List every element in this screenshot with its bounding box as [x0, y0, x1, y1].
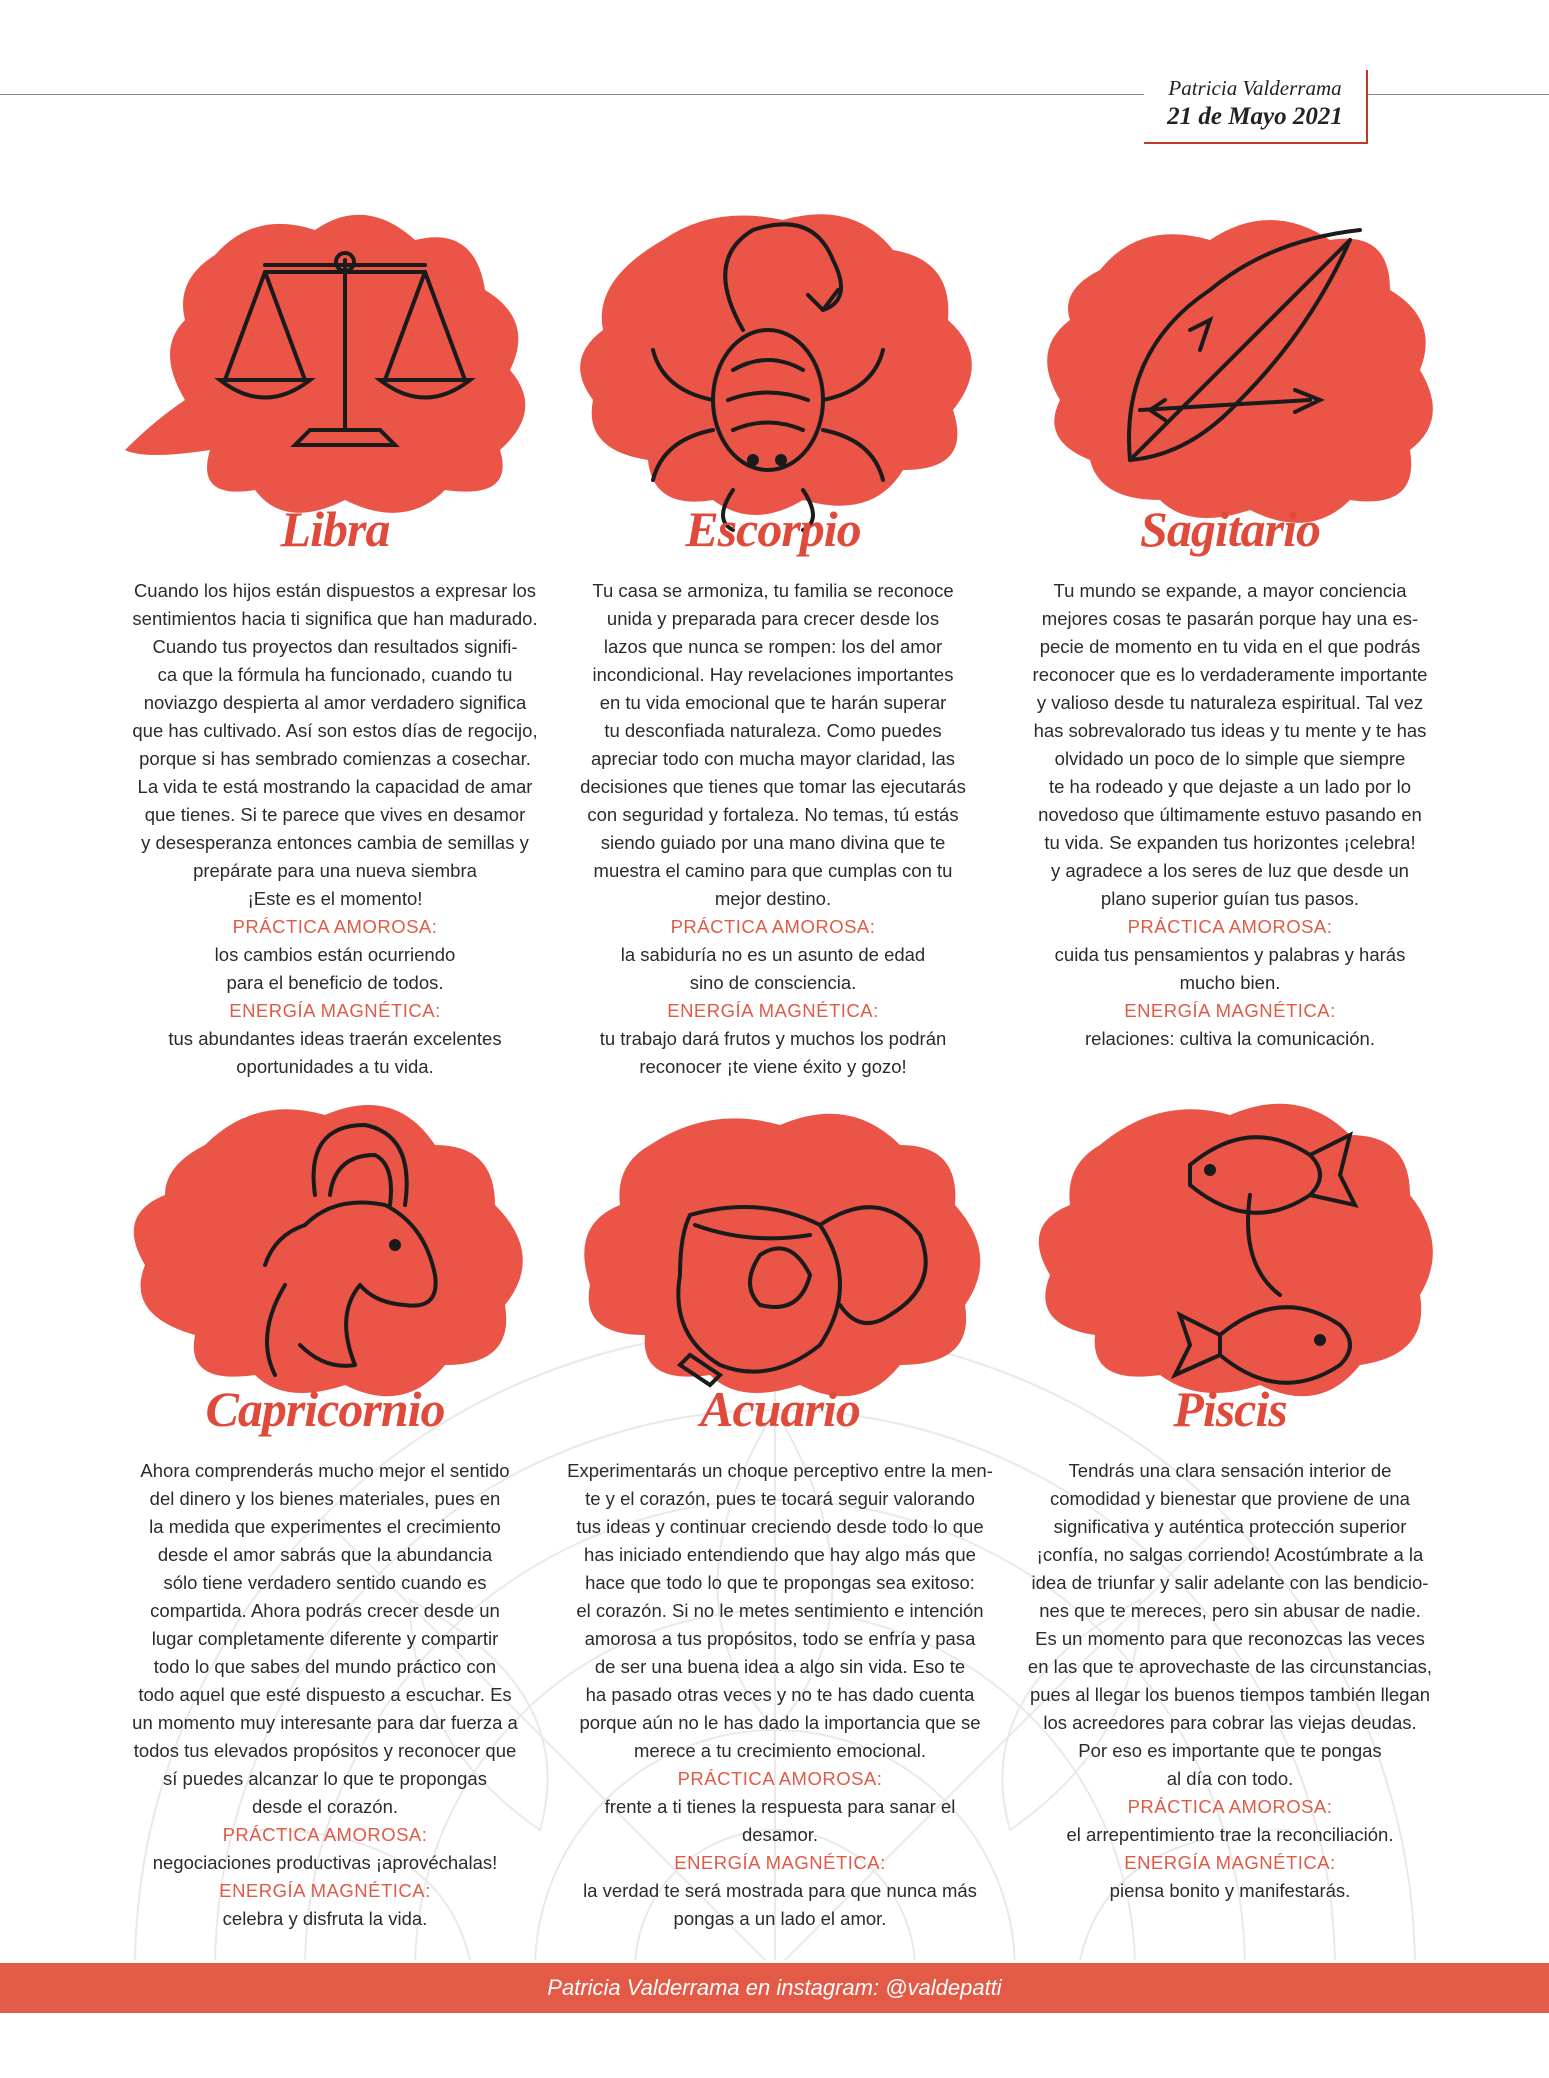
text-line: frente a ti tienes la respuesta para sanar el — [604, 1796, 956, 1817]
text-line: Ahora comprenderás mucho mejor el sentido — [140, 1460, 510, 1481]
text-line: relaciones: cultiva la comunicación. — [1085, 1028, 1375, 1049]
magnetic-energy-label: ENERGÍA MAGNÉTICA: — [219, 1880, 431, 1901]
text-line: idea de triunfar y salir adelante con las bendicio- — [1031, 1572, 1429, 1593]
text-line: siendo guiado por una mano divina que te — [600, 832, 946, 853]
text-line: de ser una buena idea a algo sin vida. Eso te — [594, 1656, 966, 1677]
sign-description — [560, 1457, 1000, 1933]
text-line: tu vida. Se expanden tus horizontes ¡celebra! — [1044, 832, 1416, 853]
text-line: reconocer ¡te viene éxito y gozo! — [639, 1056, 907, 1077]
text-line: Es un momento para que reconozcas las veces — [1035, 1628, 1425, 1649]
header-author: Patricia Valderrama — [1168, 76, 1342, 100]
text-line: comodidad y bienestar que proviene de una — [1050, 1488, 1410, 1509]
text-line: compartida. Ahora podrás crecer desde un — [150, 1600, 500, 1621]
red-splash — [1047, 220, 1433, 523]
text-line: mejores cosas te pasarán porque hay una es- — [1041, 608, 1419, 629]
sign-description — [115, 577, 555, 1081]
text-line: pongas a un lado el amor. — [673, 1908, 887, 1929]
sign-name: Capricornio — [205, 1381, 445, 1437]
love-practice-label: PRÁCTICA AMOROSA: — [232, 916, 438, 937]
sign-description — [1010, 577, 1450, 1053]
magnetic-energy-label: ENERGÍA MAGNÉTICA: — [1124, 1852, 1336, 1873]
header-date: 21 de Mayo 2021 — [1167, 103, 1343, 130]
sign-description — [1010, 1457, 1450, 1905]
piscis-art — [1010, 1085, 1450, 1425]
text-line: lazos que nunca se rompen: los del amor — [603, 636, 943, 657]
text-line: la sabiduría no es un asunto de edad — [620, 944, 926, 965]
text-line: significativa y auténtica protección superior — [1053, 1516, 1407, 1537]
red-splash — [1039, 1104, 1433, 1397]
text-line: ¡Este es el momento! — [247, 888, 423, 909]
text-line: nes que te mereces, pero sin abusar de nadie. — [1039, 1600, 1421, 1621]
text-line: hace que todo lo que te propongas sea exitoso: — [585, 1572, 975, 1593]
text-line: decisiones que tienes que tomar las ejecutarás — [580, 776, 966, 797]
text-line: en las que te aprovechaste de las circunstancias, — [1027, 1656, 1433, 1677]
red-splash — [584, 1114, 980, 1397]
text-line: los acreedores para cobrar las viejas deudas. — [1043, 1712, 1417, 1733]
sign-name: Libra — [280, 501, 390, 557]
acuario-art — [560, 1085, 1000, 1425]
text-line: del dinero y los bienes materiales, pues en — [149, 1488, 501, 1509]
sign-description — [553, 577, 993, 1081]
text-line: ha pasado otras veces y no te has dado cuenta — [585, 1684, 975, 1705]
text-line: desde el corazón. — [251, 1796, 399, 1817]
magnetic-energy-label: ENERGÍA MAGNÉTICA: — [667, 1000, 879, 1021]
text-line: Cuando los hijos están dispuestos a expresar los — [133, 580, 537, 601]
text-line: mucho bien. — [1179, 972, 1281, 993]
text-line: que has cultivado. Así son estos días de regocijo, — [132, 720, 538, 741]
libra-art — [115, 200, 555, 540]
text-line: tus ideas y continuar creciendo desde todo lo que — [576, 1516, 984, 1537]
text-line: sino de consciencia. — [689, 972, 857, 993]
sign-name: Escorpio — [685, 501, 861, 557]
text-line: noviazgo despierta al amor verdadero significa — [143, 692, 527, 713]
text-line: y desesperanza entonces cambia de semillas y — [141, 832, 529, 853]
text-line: sí puedes alcanzar lo que te propongas — [163, 1768, 487, 1789]
text-line: te y el corazón, pues te tocará seguir valorando — [585, 1488, 975, 1509]
text-line: la medida que experimentes el crecimiento — [149, 1516, 501, 1537]
capricornio-art — [105, 1085, 545, 1425]
text-line: has iniciado entendiendo que hay algo más que — [584, 1544, 976, 1565]
sagitario-art — [1010, 200, 1450, 540]
text-line: y valioso desde tu naturaleza espiritual. Tal vez — [1036, 692, 1424, 713]
text-line: Experimentarás un choque perceptivo entre la men- — [567, 1460, 993, 1481]
text-line: celebra y disfruta la vida. — [222, 1908, 428, 1929]
text-line: el arrepentimiento trae la reconciliación. — [1066, 1824, 1394, 1845]
text-line: los cambios están ocurriendo — [214, 944, 456, 965]
text-line: pues al llegar los buenos tiempos también llegan — [1029, 1684, 1431, 1705]
red-splash — [134, 1105, 523, 1396]
text-line: cuida tus pensamientos y palabras y harás — [1054, 944, 1406, 965]
text-line: incondicional. Hay revelaciones importantes — [592, 664, 954, 685]
text-line: sentimientos hacia ti significa que han madurado. — [132, 608, 538, 629]
text-line: todo aquel que esté dispuesto a escuchar. Es — [138, 1684, 512, 1705]
text-line: Cuando tus proyectos dan resultados signifi- — [152, 636, 518, 657]
sign-name: Acuario — [700, 1381, 860, 1437]
text-line: al día con todo. — [1166, 1768, 1294, 1789]
text-line: merece a tu crecimiento emocional. — [633, 1740, 927, 1761]
text-line: un momento muy interesante para dar fuerza a — [132, 1712, 518, 1733]
text-line: Tu mundo se expande, a mayor conciencia — [1053, 580, 1407, 601]
text-line: Tendrás una clara sensación interior de — [1068, 1460, 1392, 1481]
text-line: muestra el camino para que cumplas con tu — [593, 860, 953, 881]
text-line: el corazón. Si no le metes sentimiento e intención — [576, 1600, 984, 1621]
text-line: olvidado un poco de lo simple que siempre — [1054, 748, 1406, 769]
sign-description — [105, 1457, 545, 1933]
text-line: y agradece a los seres de luz que desde un — [1051, 860, 1409, 881]
text-line: ¡confía, no salgas corriendo! Acostúmbrate a la — [1036, 1544, 1424, 1565]
text-line: piensa bonito y manifestarás. — [1109, 1880, 1351, 1901]
text-line: Por eso es importante que te pongas — [1078, 1740, 1382, 1761]
footer-instagram-text[interactable]: Patricia Valderrama en instagram: @valdepatti — [547, 1975, 1002, 2000]
text-line: novedoso que últimamente estuvo pasando en — [1038, 804, 1422, 825]
text-line: todos tus elevados propósitos y reconocer que — [133, 1740, 517, 1761]
text-line: plano superior guían tus pasos. — [1100, 888, 1360, 909]
text-line: para el beneficio de todos. — [226, 972, 444, 993]
text-line: porque si has sembrado comienzas a cosechar. — [139, 748, 531, 769]
text-line: Tu casa se armoniza, tu familia se reconoce — [592, 580, 954, 601]
text-line: en tu vida emocional que te harán superar — [599, 692, 947, 713]
love-practice-label: PRÁCTICA AMOROSA: — [1127, 916, 1333, 937]
text-line: tus abundantes ideas traerán excelentes — [168, 1028, 502, 1049]
text-line: ca que la fórmula ha funcionado, cuando tu — [157, 664, 513, 685]
love-practice-label: PRÁCTICA AMOROSA: — [1127, 1796, 1333, 1817]
text-line: apreciar todo con mucha mayor claridad, las — [590, 748, 955, 769]
text-line: sólo tiene verdadero sentido cuando es — [163, 1572, 487, 1593]
text-line: desamor. — [741, 1824, 819, 1845]
love-practice-label: PRÁCTICA AMOROSA: — [222, 1824, 428, 1845]
footer-banner — [0, 1963, 1549, 2013]
sign-name: Piscis — [1173, 1381, 1287, 1437]
text-line: reconocer que es lo verdaderamente importante — [1032, 664, 1428, 685]
text-line: lugar completamente diferente y compartir — [151, 1628, 499, 1649]
text-line: todo lo que sabes del mundo práctico con — [153, 1656, 497, 1677]
header-box — [1144, 70, 1368, 144]
text-line: la verdad te será mostrada para que nunca más — [583, 1880, 977, 1901]
text-line: unida y preparada para crecer desde los — [606, 608, 940, 629]
sign-name: Sagitario — [1140, 501, 1320, 557]
text-line: has sobrevalorado tus ideas y tu mente y te has — [1033, 720, 1427, 741]
text-line: tu trabajo dará frutos y muchos los podrán — [599, 1028, 947, 1049]
text-line: pecie de momento en tu vida en el que podrás — [1039, 636, 1421, 657]
love-practice-label: PRÁCTICA AMOROSA: — [670, 916, 876, 937]
text-line: tu desconfiada naturaleza. Como puedes — [604, 720, 942, 741]
text-line: La vida te está mostrando la capacidad de amar — [137, 776, 533, 797]
red-splash — [125, 215, 525, 513]
magnetic-energy-label: ENERGÍA MAGNÉTICA: — [1124, 1000, 1336, 1021]
text-line: negociaciones productivas ¡aprovéchalas! — [152, 1852, 498, 1873]
magnetic-energy-label: ENERGÍA MAGNÉTICA: — [674, 1852, 886, 1873]
text-line: con seguridad y fortaleza. No temas, tú estás — [587, 804, 959, 825]
text-line: prepárate para una nueva siembra — [193, 860, 477, 881]
text-line: amorosa a tus propósitos, todo se enfría y pasa — [584, 1628, 976, 1649]
text-line: te ha rodeado y que dejaste a un lado por lo — [1048, 776, 1412, 797]
escorpio-art — [553, 200, 993, 540]
love-practice-label: PRÁCTICA AMOROSA: — [677, 1768, 883, 1789]
text-line: mejor destino. — [714, 888, 832, 909]
magnetic-energy-label: ENERGÍA MAGNÉTICA: — [229, 1000, 441, 1021]
text-line: oportunidades a tu vida. — [236, 1056, 434, 1077]
text-line: desde el amor sabrás que la abundancia — [157, 1544, 493, 1565]
text-line: que tienes. Si te parece que vives en desamor — [144, 804, 526, 825]
text-line: porque aún no le has dado la importancia que se — [579, 1712, 981, 1733]
